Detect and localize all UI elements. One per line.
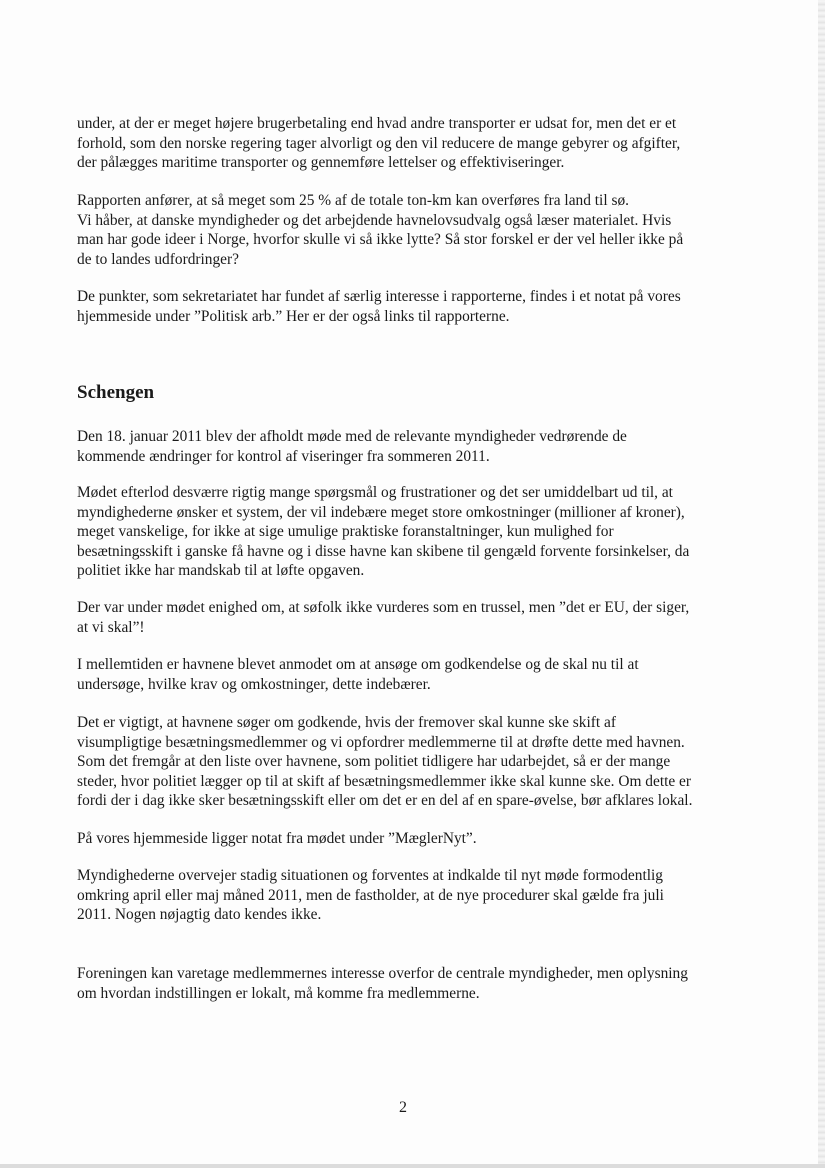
- text-line: steder, hvor politiet lægger op til at skift af besætningsmedlemmer ikke skal kunne ske. Om dette er: [77, 772, 692, 790]
- text-line: omkring april eller maj måned 2011, men de fastholder, at de nye procedurer skal gælde fra juli: [77, 886, 664, 904]
- paragraph-moede: [77, 427, 741, 466]
- paragraph-brugerbetaling: [77, 114, 741, 173]
- text-line: I mellemtiden er havnene blevet anmodet om at ansøge om godkendelse og de skal nu til at: [77, 656, 639, 673]
- paragraph-rapporten: [77, 191, 741, 269]
- text-line: meget vanskelige, for ikke at sige umulige praktiske foranstaltninger, kun mulighed for: [77, 523, 614, 540]
- paragraph-punkter: [77, 287, 741, 326]
- text-line: om hvordan indstillingen er lokalt, må komme fra medlemmerne.: [77, 984, 480, 1002]
- text-line: Som det fremgår at den liste over havnene, som politiet tidligere har udarbejdet, så er der mange: [77, 753, 671, 770]
- text-line: Den 18. januar 2011 blev der afholdt møde med de relevante myndigheder vedrørende de: [77, 428, 627, 445]
- text-line: besætningsskift i ganske få havne og i disse havne kan skibene til gengæld forvente forsinkelser, da: [77, 542, 690, 560]
- text-line: 2011. Nogen nøjagtig dato kendes ikke.: [77, 906, 322, 923]
- text-line: man har gode ideer i Norge, hvorfor skulle vi så ikke lytte? Så stor forskel er der vel heller ikke på: [77, 231, 684, 248]
- scan-edge: [818, 0, 825, 1168]
- paragraph-vigtigt: [77, 713, 741, 811]
- paragraph-trussel: [77, 598, 741, 637]
- scan-edge-bottom: [0, 1164, 825, 1168]
- text-line: Vi håber, at danske myndigheder og det arbejdende havnelovsudvalg også læser materialet. Hvis: [77, 211, 672, 229]
- text-line: Myndighederne overvejer stadig situationen og forventes at indkalde til nyt møde formodentlig: [77, 867, 663, 884]
- text-line: kommende ændringer for kontrol af viseringer fra sommeren 2011.: [77, 447, 490, 465]
- paragraph-frustrationer: [77, 483, 741, 581]
- paragraph-myndighederne: [77, 866, 741, 925]
- text-line: myndighederne ønsker et system, der vil indebære meget store omkostninger (millioner af kroner),: [77, 503, 685, 521]
- text-line: På vores hjemmeside ligger notat fra mødet under ”MæglerNyt”.: [77, 830, 477, 847]
- text-line: De punkter, som sekretariatet har fundet af særlig interesse i rapporterne, findes i et notat på vores: [77, 288, 681, 305]
- text-line: Det er vigtigt, at havnene søger om godkende, hvis der fremover skal kunne ske skift af: [77, 714, 616, 731]
- page-number: 2: [399, 1099, 407, 1116]
- text-line: under, at der er meget højere brugerbetaling end hvad andre transporter er udsat for, men det er et: [77, 115, 677, 132]
- text-line: hjemmeside under ”Politisk arb.” Her er der også links til rapporterne.: [77, 307, 510, 325]
- paragraph-hjemmeside: [77, 829, 741, 849]
- text-line: Foreningen kan varetage medlemmernes interesse overfor de centrale myndigheder, men oplysning: [77, 965, 688, 982]
- text-line: at vi skal”!: [77, 618, 145, 636]
- text-line: Mødet efterlod desværre rigtig mange spørgsmål og frustrationer og det ser umiddelbart ud til, at: [77, 484, 673, 501]
- text-line: forhold, som den norske regering tager alvorligt og den vil reducere de mange gebyrer og afgifter,: [77, 134, 681, 152]
- section-heading-schengen: Schengen: [77, 382, 155, 403]
- text-line: undersøge, hvilke krav og omkostninger, dette indebærer.: [77, 675, 431, 693]
- text-line: visumpligtige besætningsmedlemmer og vi opfordrer medlemmerne til at drøfte dette med havnen.: [77, 733, 685, 751]
- text-line: der pålægges maritime transporter og gennemføre lettelser og effektiviseringer.: [77, 154, 565, 171]
- text-line: Der var under mødet enighed om, at søfolk ikke vurderes som en trussel, men ”det er EU, der siger,: [77, 599, 690, 616]
- paragraph-foreningen: [77, 964, 741, 1003]
- text-line: politiet ikke har mandskab til at løfte opgaven.: [77, 562, 365, 579]
- paragraph-mellemtiden: [77, 655, 741, 694]
- text-line: fordi der i dag ikke sker besætningsskift eller om det er en del af en spare-øvelse, bør afklares lokal.: [77, 792, 693, 809]
- text-line: de to landes udfordringer?: [77, 250, 239, 268]
- text-line: Rapporten anfører, at så meget som 25 % af de totale ton-km kan overføres fra land til sø.: [77, 192, 629, 209]
